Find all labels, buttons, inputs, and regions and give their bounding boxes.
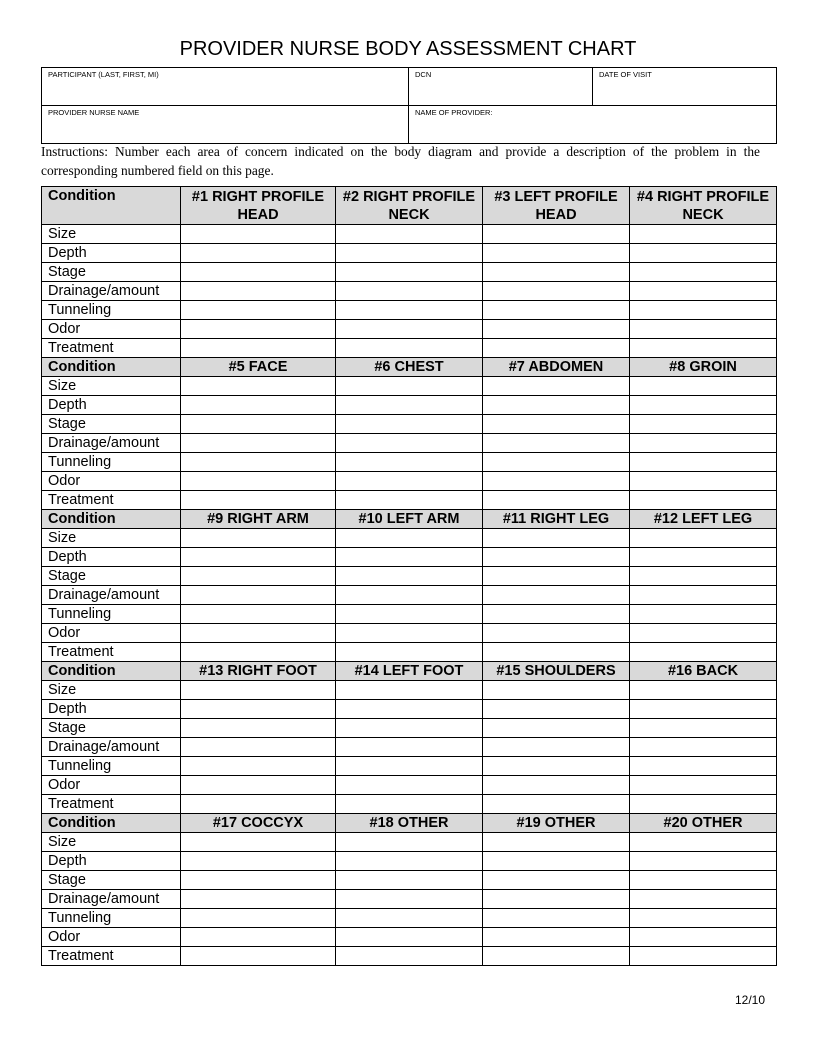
assessment-row — [42, 567, 777, 586]
entry-cell[interactable] — [181, 624, 336, 643]
entry-cell[interactable] — [483, 244, 630, 263]
assessment-row — [42, 301, 777, 320]
assessment-row — [42, 377, 777, 396]
entry-cell[interactable] — [630, 833, 777, 852]
entry-cell[interactable] — [483, 833, 630, 852]
entry-cell[interactable] — [630, 700, 777, 719]
entry-cell[interactable] — [483, 377, 630, 396]
entry-cell[interactable] — [336, 776, 483, 795]
assessment-row — [42, 263, 777, 282]
date-of-visit-label: DATE OF VISIT — [599, 70, 652, 79]
entry-cell[interactable] — [483, 472, 630, 491]
entry-cell[interactable] — [630, 225, 777, 244]
entry-cell[interactable] — [630, 947, 777, 966]
entry-cell[interactable] — [181, 415, 336, 434]
entry-cell[interactable] — [630, 890, 777, 909]
entry-cell[interactable] — [181, 567, 336, 586]
entry-cell[interactable] — [336, 434, 483, 453]
row-label: Treatment — [42, 339, 181, 358]
row-label: Depth — [42, 700, 181, 719]
condition-header: Condition — [42, 814, 181, 833]
entry-cell[interactable] — [336, 263, 483, 282]
participant-field[interactable] — [42, 68, 409, 106]
entry-cell[interactable] — [483, 339, 630, 358]
area-header: #5 FACE — [181, 358, 336, 377]
entry-cell[interactable] — [630, 415, 777, 434]
name-of-provider-field[interactable] — [409, 106, 777, 144]
entry-cell[interactable] — [336, 320, 483, 339]
area-header: #11 RIGHT LEG — [483, 510, 630, 529]
area-header: #12 LEFT LEG — [630, 510, 777, 529]
row-label: Odor — [42, 472, 181, 491]
entry-cell[interactable] — [630, 282, 777, 301]
assessment-row — [42, 415, 777, 434]
entry-cell[interactable] — [630, 852, 777, 871]
assessment-row — [42, 225, 777, 244]
section-header-row — [42, 662, 777, 681]
entry-cell[interactable] — [630, 738, 777, 757]
entry-cell[interactable] — [630, 719, 777, 738]
instructions-text: Instructions: Number each area of concern indicated on the body diagram and provide a description of the problem in the corresponding numbered field on this page. — [41, 144, 760, 178]
area-header: #7 ABDOMEN — [483, 358, 630, 377]
assessment-row — [42, 244, 777, 263]
entry-cell[interactable] — [483, 700, 630, 719]
area-header: #4 RIGHT PROFILE NECK — [630, 187, 777, 225]
assessment-row — [42, 434, 777, 453]
area-header: #13 RIGHT FOOT — [181, 662, 336, 681]
entry-cell[interactable] — [483, 529, 630, 548]
entry-cell[interactable] — [336, 282, 483, 301]
entry-cell[interactable] — [630, 244, 777, 263]
entry-cell[interactable] — [181, 890, 336, 909]
entry-cell[interactable] — [336, 738, 483, 757]
entry-cell[interactable] — [630, 472, 777, 491]
condition-header: Condition — [42, 358, 181, 377]
assessment-row — [42, 472, 777, 491]
entry-cell[interactable] — [181, 282, 336, 301]
section-header-row — [42, 510, 777, 529]
entry-cell[interactable] — [336, 225, 483, 244]
entry-cell[interactable] — [483, 947, 630, 966]
entry-cell[interactable] — [181, 605, 336, 624]
row-label: Drainage/amount — [42, 282, 181, 301]
entry-cell[interactable] — [181, 244, 336, 263]
provider-nurse-name-field[interactable] — [42, 106, 409, 144]
entry-cell[interactable] — [483, 301, 630, 320]
assessment-row — [42, 339, 777, 358]
assessment-row — [42, 605, 777, 624]
entry-cell[interactable] — [181, 795, 336, 814]
assessment-row — [42, 282, 777, 301]
section-header-row — [42, 187, 777, 225]
assessment-row — [42, 491, 777, 510]
row-label: Depth — [42, 548, 181, 567]
entry-cell[interactable] — [630, 795, 777, 814]
entry-cell[interactable] — [483, 776, 630, 795]
entry-cell[interactable] — [336, 415, 483, 434]
assessment-row — [42, 795, 777, 814]
entry-cell[interactable] — [630, 586, 777, 605]
entry-cell[interactable] — [630, 396, 777, 415]
area-header: #20 OTHER — [630, 814, 777, 833]
assessment-row — [42, 586, 777, 605]
assessment-grid — [41, 186, 777, 966]
entry-cell[interactable] — [336, 852, 483, 871]
entry-cell[interactable] — [630, 339, 777, 358]
entry-cell[interactable] — [181, 719, 336, 738]
entry-cell[interactable] — [483, 548, 630, 567]
entry-cell[interactable] — [483, 605, 630, 624]
assessment-row — [42, 624, 777, 643]
condition-header: Condition — [42, 662, 181, 681]
section-header-row — [42, 814, 777, 833]
condition-header: Condition — [42, 187, 181, 225]
assessment-row — [42, 757, 777, 776]
assessment-row — [42, 529, 777, 548]
date-of-visit-field[interactable] — [593, 68, 777, 106]
entry-cell[interactable] — [181, 871, 336, 890]
entry-cell[interactable] — [483, 643, 630, 662]
row-label: Tunneling — [42, 909, 181, 928]
page-number: 12/10 — [735, 993, 766, 1007]
assessment-row — [42, 548, 777, 567]
entry-cell[interactable] — [483, 491, 630, 510]
entry-cell[interactable] — [630, 567, 777, 586]
entry-cell[interactable] — [181, 776, 336, 795]
entry-cell[interactable] — [483, 928, 630, 947]
entry-cell[interactable] — [181, 377, 336, 396]
entry-cell[interactable] — [181, 586, 336, 605]
entry-cell[interactable] — [336, 871, 483, 890]
row-label: Depth — [42, 852, 181, 871]
row-label: Stage — [42, 415, 181, 434]
entry-cell[interactable] — [483, 738, 630, 757]
row-label: Drainage/amount — [42, 434, 181, 453]
entry-cell[interactable] — [483, 225, 630, 244]
assessment-row — [42, 947, 777, 966]
row-label: Treatment — [42, 643, 181, 662]
area-header: #17 COCCYX — [181, 814, 336, 833]
entry-cell[interactable] — [483, 434, 630, 453]
row-label: Odor — [42, 928, 181, 947]
row-label: Size — [42, 833, 181, 852]
assessment-row — [42, 890, 777, 909]
assessment-row — [42, 871, 777, 890]
entry-cell[interactable] — [630, 757, 777, 776]
row-label: Drainage/amount — [42, 738, 181, 757]
entry-cell[interactable] — [630, 548, 777, 567]
entry-cell[interactable] — [336, 681, 483, 700]
entry-cell[interactable] — [181, 453, 336, 472]
entry-cell[interactable] — [336, 244, 483, 263]
entry-cell[interactable] — [181, 947, 336, 966]
entry-cell[interactable] — [336, 567, 483, 586]
row-label: Stage — [42, 263, 181, 282]
entry-cell[interactable] — [336, 491, 483, 510]
row-label: Depth — [42, 396, 181, 415]
area-header: #10 LEFT ARM — [336, 510, 483, 529]
entry-cell[interactable] — [181, 852, 336, 871]
assessment-row — [42, 833, 777, 852]
entry-cell[interactable] — [336, 472, 483, 491]
assessment-row — [42, 852, 777, 871]
entry-cell[interactable] — [630, 453, 777, 472]
area-header: #2 RIGHT PROFILE NECK — [336, 187, 483, 225]
entry-cell[interactable] — [483, 567, 630, 586]
entry-cell[interactable] — [483, 852, 630, 871]
entry-cell[interactable] — [483, 282, 630, 301]
area-header: #15 SHOULDERS — [483, 662, 630, 681]
entry-cell[interactable] — [336, 643, 483, 662]
entry-cell[interactable] — [336, 700, 483, 719]
entry-cell[interactable] — [181, 643, 336, 662]
area-header: #3 LEFT PROFILE HEAD — [483, 187, 630, 225]
entry-cell[interactable] — [630, 320, 777, 339]
row-label: Tunneling — [42, 605, 181, 624]
assessment-row — [42, 738, 777, 757]
area-header: #18 OTHER — [336, 814, 483, 833]
assessment-row — [42, 909, 777, 928]
entry-cell[interactable] — [483, 871, 630, 890]
area-header: #6 CHEST — [336, 358, 483, 377]
entry-cell[interactable] — [483, 624, 630, 643]
entry-cell[interactable] — [181, 320, 336, 339]
entry-cell[interactable] — [483, 415, 630, 434]
entry-cell[interactable] — [336, 890, 483, 909]
entry-cell[interactable] — [181, 301, 336, 320]
area-header: #1 RIGHT PROFILE HEAD — [181, 187, 336, 225]
entry-cell[interactable] — [483, 320, 630, 339]
entry-cell[interactable] — [630, 263, 777, 282]
row-label: Tunneling — [42, 757, 181, 776]
row-label: Treatment — [42, 947, 181, 966]
area-header: #8 GROIN — [630, 358, 777, 377]
entry-cell[interactable] — [181, 472, 336, 491]
entry-cell[interactable] — [336, 909, 483, 928]
entry-cell[interactable] — [630, 529, 777, 548]
entry-cell[interactable] — [181, 529, 336, 548]
entry-cell[interactable] — [630, 434, 777, 453]
area-header: #16 BACK — [630, 662, 777, 681]
entry-cell[interactable] — [630, 776, 777, 795]
assessment-row — [42, 643, 777, 662]
area-header: #14 LEFT FOOT — [336, 662, 483, 681]
row-label: Odor — [42, 776, 181, 795]
name-of-provider-label: NAME OF PROVIDER: — [415, 108, 493, 117]
row-label: Odor — [42, 624, 181, 643]
entry-cell[interactable] — [336, 453, 483, 472]
row-label: Drainage/amount — [42, 890, 181, 909]
assessment-row — [42, 396, 777, 415]
entry-cell[interactable] — [336, 719, 483, 738]
entry-cell[interactable] — [181, 548, 336, 567]
row-label: Size — [42, 225, 181, 244]
row-label: Treatment — [42, 795, 181, 814]
assessment-row — [42, 700, 777, 719]
entry-cell[interactable] — [336, 396, 483, 415]
entry-cell[interactable] — [181, 396, 336, 415]
entry-cell[interactable] — [181, 833, 336, 852]
entry-cell[interactable] — [483, 396, 630, 415]
assessment-row — [42, 776, 777, 795]
entry-cell[interactable] — [336, 605, 483, 624]
dcn-label: DCN — [415, 70, 432, 79]
entry-cell[interactable] — [630, 491, 777, 510]
row-label: Odor — [42, 320, 181, 339]
page-title: PROVIDER NURSE BODY ASSESSMENT CHART — [179, 38, 637, 60]
entry-cell[interactable] — [181, 738, 336, 757]
entry-cell[interactable] — [630, 909, 777, 928]
entry-cell[interactable] — [483, 909, 630, 928]
entry-cell[interactable] — [181, 263, 336, 282]
entry-cell[interactable] — [181, 225, 336, 244]
row-label: Drainage/amount — [42, 586, 181, 605]
entry-cell[interactable] — [483, 757, 630, 776]
entry-cell[interactable] — [483, 586, 630, 605]
entry-cell[interactable] — [630, 377, 777, 396]
entry-cell[interactable] — [483, 795, 630, 814]
dcn-field[interactable] — [409, 68, 593, 106]
assessment-row — [42, 320, 777, 339]
condition-header: Condition — [42, 510, 181, 529]
participant-label: PARTICIPANT (LAST, FIRST, MI) — [48, 70, 159, 79]
entry-cell[interactable] — [630, 624, 777, 643]
entry-cell[interactable] — [336, 947, 483, 966]
row-label: Depth — [42, 244, 181, 263]
row-label: Size — [42, 377, 181, 396]
entry-cell[interactable] — [630, 871, 777, 890]
area-header: #9 RIGHT ARM — [181, 510, 336, 529]
entry-cell[interactable] — [630, 605, 777, 624]
entry-cell[interactable] — [336, 928, 483, 947]
row-label: Size — [42, 681, 181, 700]
section-header-row — [42, 358, 777, 377]
entry-cell[interactable] — [630, 301, 777, 320]
entry-cell[interactable] — [336, 586, 483, 605]
provider-nurse-name-label: PROVIDER NURSE NAME — [48, 108, 140, 117]
entry-cell[interactable] — [630, 928, 777, 947]
entry-cell[interactable] — [336, 548, 483, 567]
entry-cell[interactable] — [483, 681, 630, 700]
entry-cell[interactable] — [336, 301, 483, 320]
entry-cell[interactable] — [181, 491, 336, 510]
entry-cell[interactable] — [336, 377, 483, 396]
row-label: Stage — [42, 871, 181, 890]
assessment-row — [42, 681, 777, 700]
entry-cell[interactable] — [336, 795, 483, 814]
participant-info-table — [41, 67, 777, 144]
assessment-row — [42, 453, 777, 472]
row-label: Tunneling — [42, 453, 181, 472]
area-header: #19 OTHER — [483, 814, 630, 833]
entry-cell[interactable] — [181, 700, 336, 719]
entry-cell[interactable] — [336, 624, 483, 643]
entry-cell[interactable] — [181, 339, 336, 358]
assessment-row — [42, 719, 777, 738]
entry-cell[interactable] — [630, 681, 777, 700]
entry-cell[interactable] — [483, 719, 630, 738]
assessment-row — [42, 928, 777, 947]
entry-cell[interactable] — [336, 757, 483, 776]
entry-cell[interactable] — [336, 339, 483, 358]
entry-cell[interactable] — [181, 434, 336, 453]
row-label: Size — [42, 529, 181, 548]
entry-cell[interactable] — [181, 928, 336, 947]
row-label: Stage — [42, 719, 181, 738]
entry-cell[interactable] — [181, 757, 336, 776]
entry-cell[interactable] — [483, 890, 630, 909]
entry-cell[interactable] — [336, 833, 483, 852]
row-label: Treatment — [42, 491, 181, 510]
entry-cell[interactable] — [336, 529, 483, 548]
entry-cell[interactable] — [181, 681, 336, 700]
entry-cell[interactable] — [483, 263, 630, 282]
entry-cell[interactable] — [181, 909, 336, 928]
row-label: Tunneling — [42, 301, 181, 320]
entry-cell[interactable] — [630, 643, 777, 662]
row-label: Stage — [42, 567, 181, 586]
entry-cell[interactable] — [483, 453, 630, 472]
